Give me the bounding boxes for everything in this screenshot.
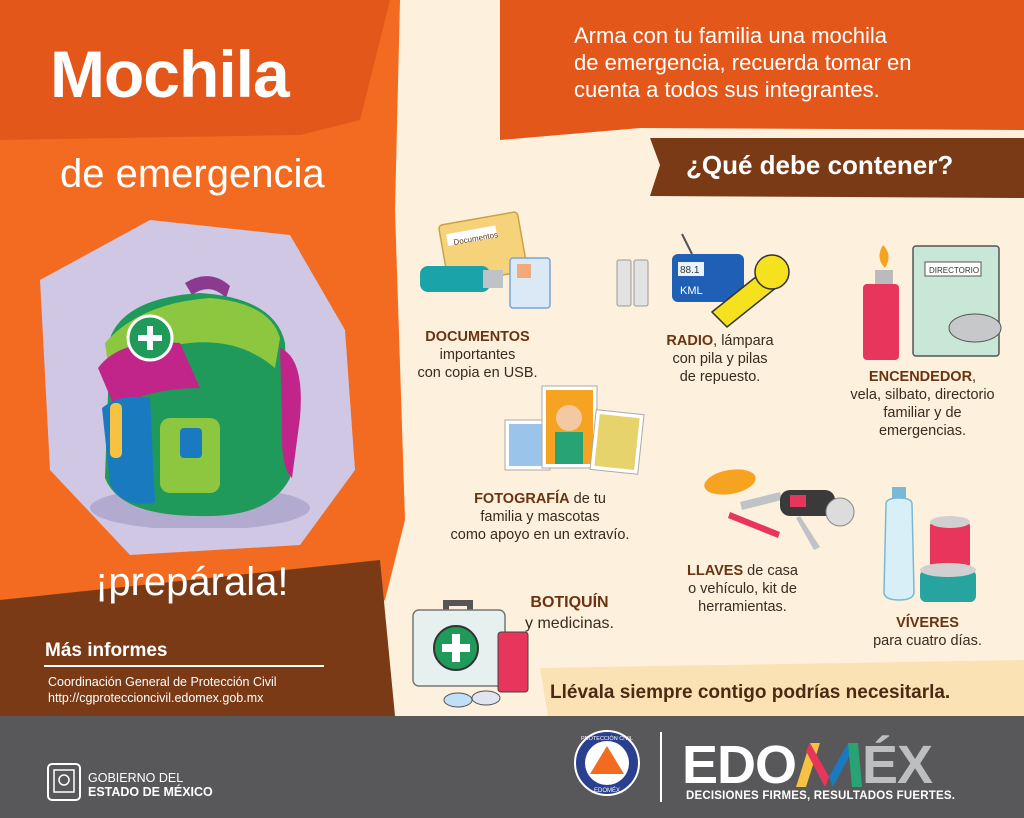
backpack-illustration [80,268,310,528]
item-radio-line: de repuesto. [679,369,761,385]
item-encendedor-line: familiar y de [883,405,962,421]
intro-line: cuenta a todos sus integrantes. [574,77,880,102]
item-botiquin [512,592,627,634]
item-radio-line: , lámpara [713,333,774,349]
intro-text [574,22,1004,103]
item-llaves-line: o vehículo, kit de [688,581,797,597]
brand-m-icon [796,741,862,789]
more-info-divider [44,665,324,667]
item-botiquin-line: y medicinas. [525,615,614,632]
photos-illustration [500,382,645,477]
item-fotografia-line: familia y mascotas [480,509,600,525]
brand-logo [682,734,932,796]
more-info-text [48,674,277,706]
item-viveres-title: VÍVERES [896,615,959,631]
closing-message: Llévala siempre contigo podrías necesitarla. [550,682,951,703]
item-viveres [855,614,1000,650]
state-seal-icon [45,758,83,804]
brand-prefix: EDO [682,735,797,795]
radio-band: KML [680,285,703,297]
item-llaves [680,562,805,616]
government-label [88,771,213,799]
more-info-url[interactable]: http://cgproteccioncivil.edomex.gob.mx [48,691,264,705]
government-line: ESTADO DE MÉXICO [88,785,213,799]
civil-protection-seal-icon [572,728,642,798]
item-documentos [395,328,560,382]
seal-bottom-text: EDOMÉX [593,788,621,794]
section-question: ¿Qué debe contener? [686,150,954,180]
item-fotografia-title: FOTOGRAFÍA [474,491,570,507]
item-encendedor-title: ENCENDEDOR [868,369,973,385]
call-to-action: ¡prepárala! [95,560,289,604]
item-fotografia-line: como apoyo en un extravío. [450,527,630,543]
radio-display: 88.1 [680,265,700,276]
more-info-title: Más informes [45,640,168,661]
item-encendedor [830,368,1015,440]
folder-label: Documentos [452,230,499,247]
directory-label: DIRECTORIO [929,266,980,275]
item-fotografia-line: de tu [569,491,606,507]
page-subtitle: de emergencia [60,152,325,196]
radio-flashlight-illustration [612,232,797,332]
item-radio [655,332,785,386]
item-documentos-line: con copia en USB. [417,365,538,381]
page-title: Mochila [50,37,289,111]
item-llaves-line: herramientas. [698,599,787,615]
documents-illustration [415,208,560,320]
item-botiquin-title: BOTIQUÍN [530,594,609,611]
item-llaves-line: de casa [743,563,798,579]
lighter-directory-illustration [855,240,1010,365]
intro-line: de emergencia, recuerda tomar en [574,50,912,75]
government-line: GOBIERNO DEL [88,771,184,785]
item-radio-title: RADIO [666,333,714,349]
item-viveres-line: para cuatro días. [873,633,982,649]
brand-slogan: DECISIONES FIRMES, RESULTADOS FUERTES. [686,790,956,802]
food-water-illustration [880,482,980,612]
item-fotografia [435,490,645,544]
item-encendedor-line: , [972,369,977,385]
footer-divider [660,732,662,802]
keys-illustration [700,452,860,552]
intro-line: Arma con tu familia una mochila [574,23,888,48]
seal-top-text: PROTECCIÓN CIVIL [581,736,633,742]
item-encendedor-line: vela, silbato, directorio [850,387,995,403]
item-radio-line: con pila y pilas [672,351,768,367]
brand-suffix: ÉX [862,735,933,795]
item-llaves-title: LLAVES [687,563,744,579]
more-info-org: Coordinación General de Protección Civil [48,675,277,689]
item-documentos-line: importantes [439,347,516,363]
item-documentos-title: DOCUMENTOS [425,329,530,345]
item-encendedor-line: emergencias. [878,423,967,439]
